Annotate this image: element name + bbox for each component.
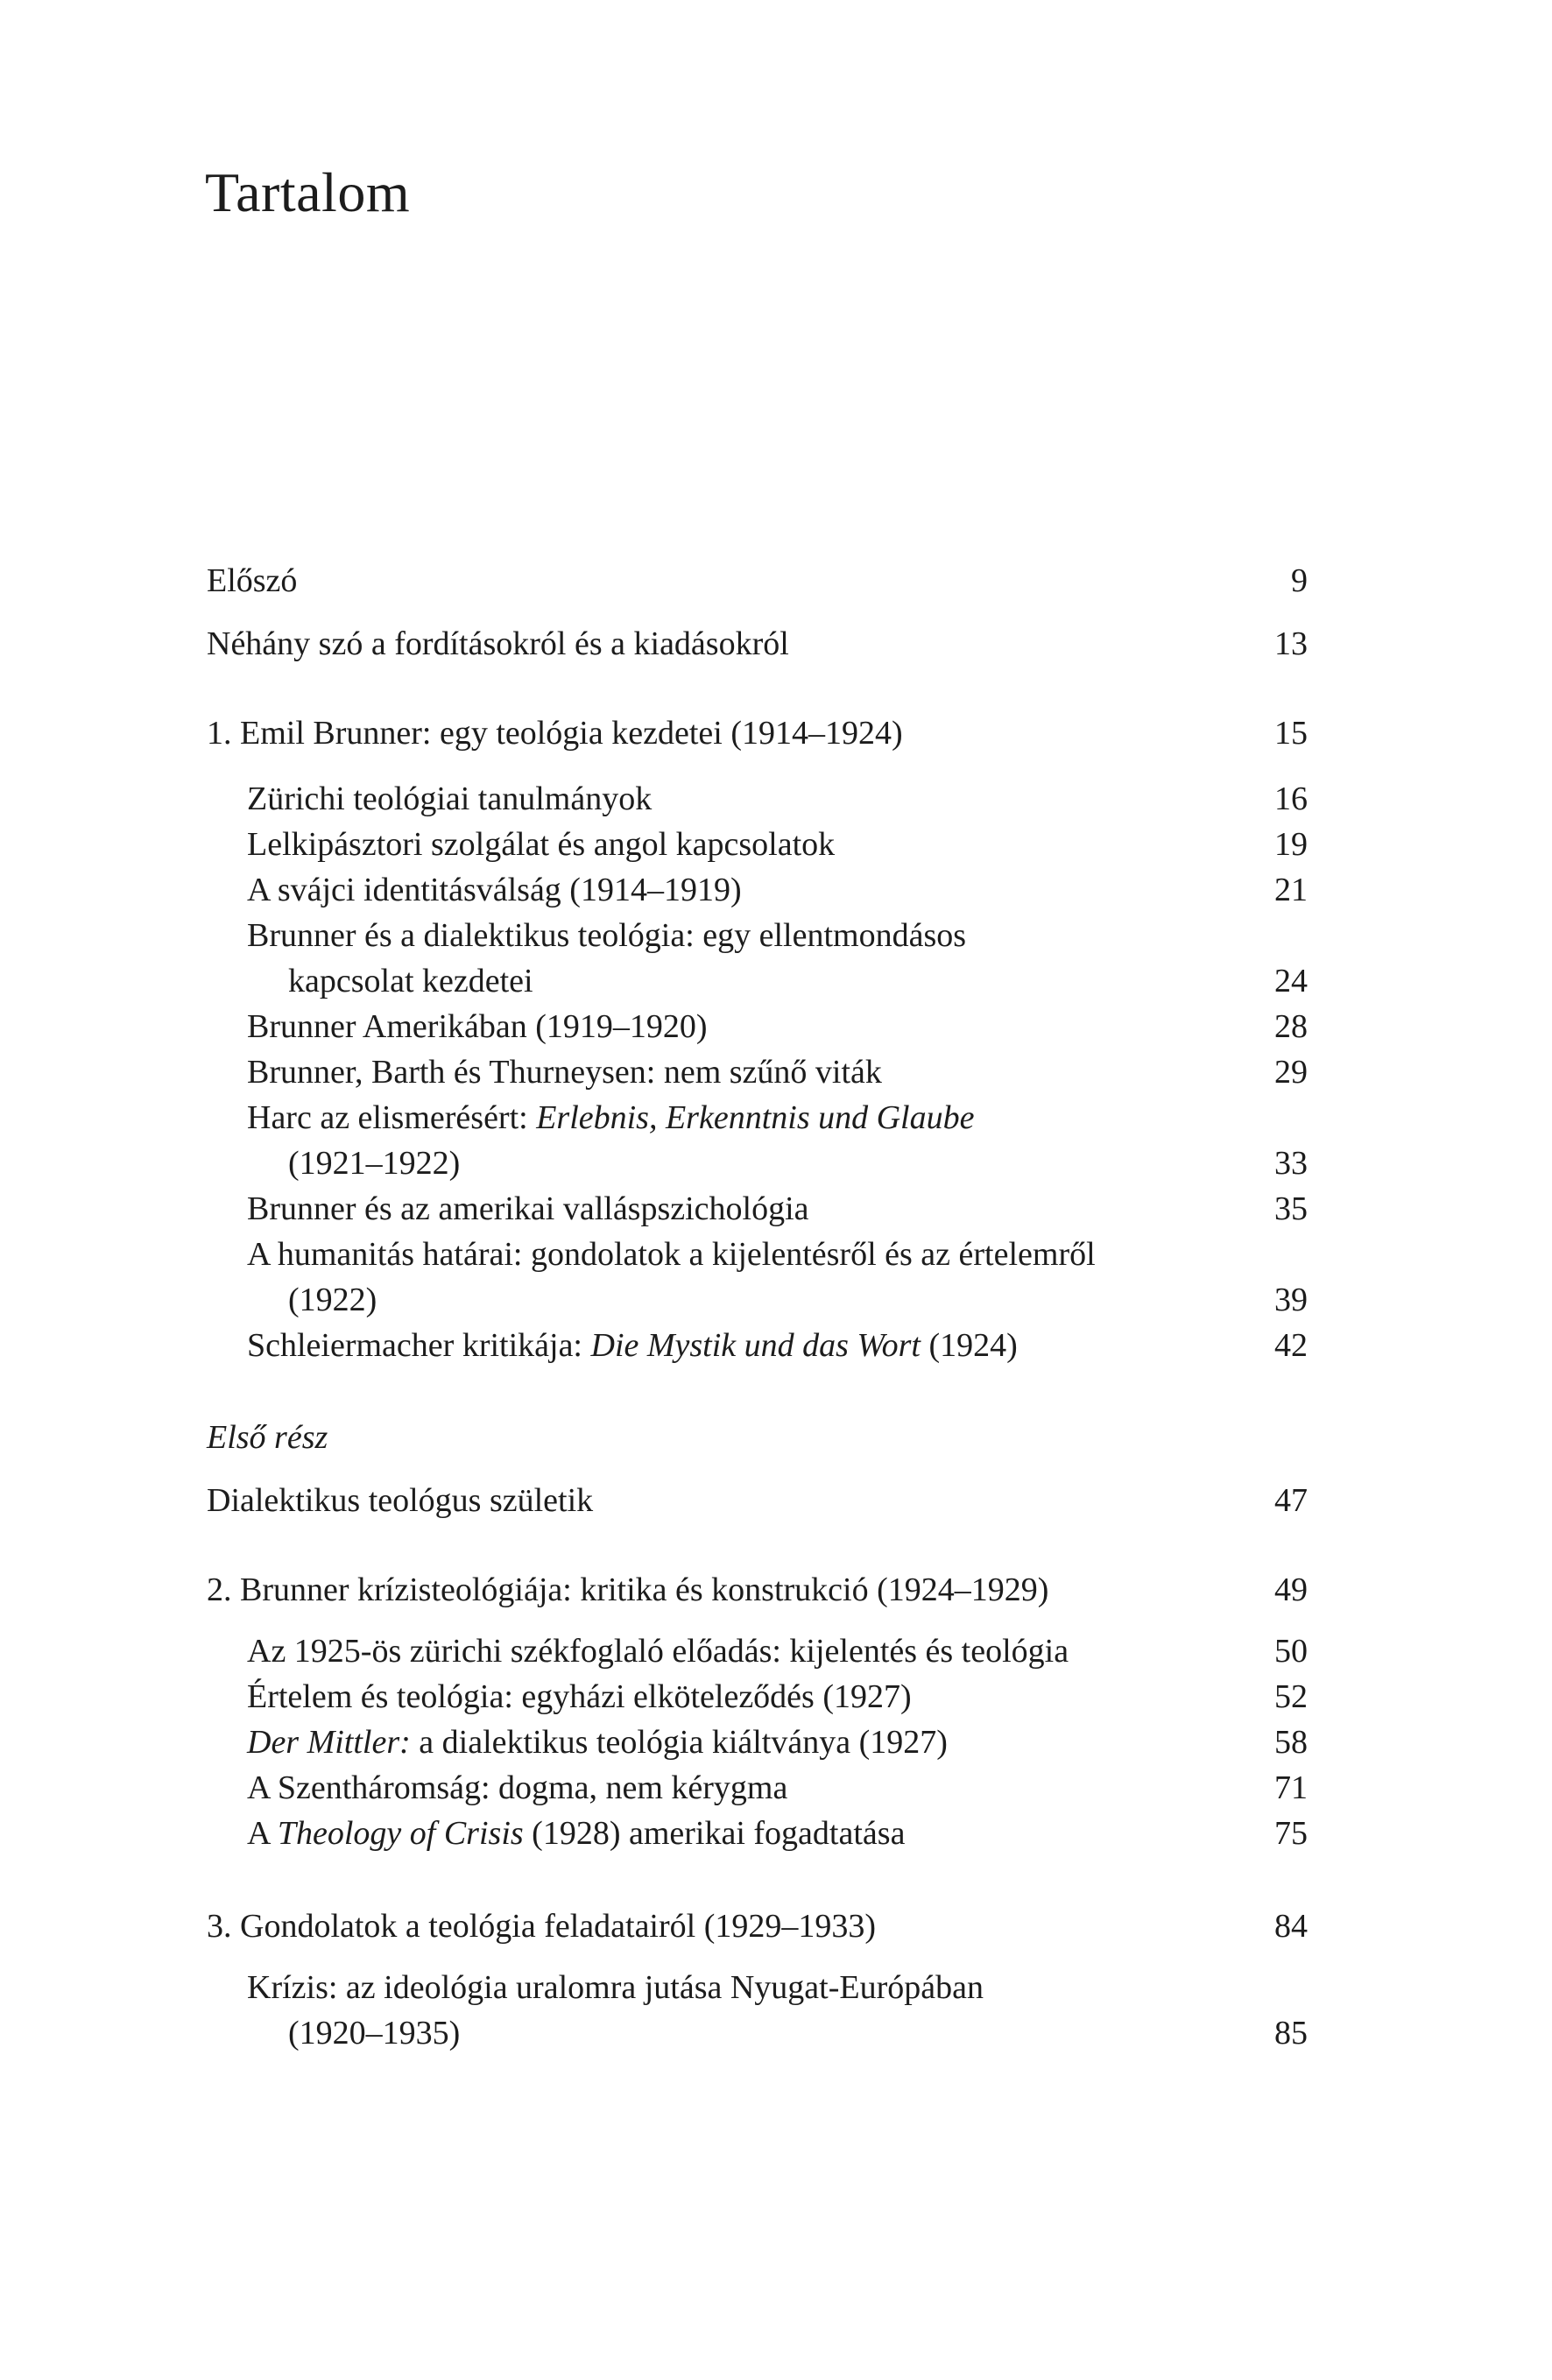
toc-page-number: 85 bbox=[1274, 2015, 1308, 2052]
toc-entry-title bbox=[247, 1720, 948, 1764]
toc-entry-title: Az 1925-ös zürichi székfoglaló előadás: kijelentés és teológia bbox=[247, 1633, 1069, 1670]
toc-section[interactable] bbox=[0, 1005, 1552, 1049]
toc-section[interactable] bbox=[0, 1966, 1552, 2009]
toc-section[interactable] bbox=[0, 1096, 1552, 1140]
toc-page-number: 52 bbox=[1274, 1678, 1308, 1715]
toc-section-continuation[interactable] bbox=[0, 1141, 1552, 1185]
toc-page-number: 71 bbox=[1274, 1769, 1308, 1806]
toc-entry-title-continued: (1922) bbox=[288, 1282, 377, 1318]
toc-entry-title: A Szentháromság: dogma, nem kérygma bbox=[247, 1769, 788, 1806]
toc-entry-suffix: (1928) amerikai fogadtatása bbox=[523, 1815, 906, 1852]
toc-entry-title: Előszó bbox=[207, 562, 298, 599]
toc-page-number: 75 bbox=[1274, 1815, 1308, 1852]
toc-page-number: 28 bbox=[1274, 1008, 1308, 1045]
toc-entry-title: 2. Brunner krízisteológiája: kritika és konstrukció (1924–1929) bbox=[207, 1571, 1049, 1608]
toc-entry-title: Értelem és teológia: egyházi elköteleződés (1927) bbox=[247, 1678, 912, 1715]
toc-entry-title: Brunner, Barth és Thurneysen: nem szűnő viták bbox=[247, 1054, 882, 1091]
toc-page-number: 19 bbox=[1274, 826, 1308, 863]
toc-page-number: 21 bbox=[1274, 872, 1308, 908]
toc-section[interactable] bbox=[0, 868, 1552, 912]
toc-entry-title-continued: kapcsolat kezdetei bbox=[288, 963, 533, 999]
toc-entry-title bbox=[247, 1096, 974, 1140]
toc-entry-title: A humanitás határai: gondolatok a kijelentésről és az értelemről bbox=[247, 1236, 1096, 1273]
toc-section[interactable] bbox=[0, 1811, 1552, 1855]
toc-entry-title: Lelkipásztori szolgálat és angol kapcsolatok bbox=[247, 826, 836, 863]
toc-chapter-3[interactable] bbox=[0, 1904, 1552, 1948]
toc-entry-suffix: (1924) bbox=[920, 1327, 1018, 1364]
toc-work-title: Theology of Crisis bbox=[277, 1815, 524, 1852]
toc-entry-prefix: A bbox=[247, 1815, 278, 1852]
toc-entry-title: Brunner és a dialektikus teológia: egy ellentmondásos bbox=[247, 917, 967, 954]
toc-entry-suffix: a dialektikus teológia kiáltványa (1927) bbox=[410, 1724, 948, 1761]
toc-page-number: 33 bbox=[1274, 1145, 1308, 1182]
toc-section-continuation[interactable] bbox=[0, 1278, 1552, 1322]
toc-work-title: Der Mittler: bbox=[247, 1724, 411, 1761]
toc-section[interactable] bbox=[0, 1232, 1552, 1276]
toc-entry-title: A svájci identitásválság (1914–1919) bbox=[247, 872, 742, 908]
part-label-text: Első rész bbox=[207, 1419, 328, 1456]
toc-part-label bbox=[0, 1416, 1552, 1459]
toc-entry-title-continued: (1920–1935) bbox=[288, 2015, 461, 2052]
toc-section[interactable] bbox=[0, 823, 1552, 866]
toc-section[interactable] bbox=[0, 1324, 1552, 1367]
toc-entry-translations[interactable] bbox=[0, 622, 1552, 666]
toc-section[interactable] bbox=[0, 1050, 1552, 1094]
toc-section[interactable] bbox=[0, 1675, 1552, 1719]
toc-page-number: 47 bbox=[1274, 1482, 1308, 1519]
toc-entry-foreword[interactable] bbox=[0, 559, 1552, 603]
toc-entry-title: 1. Emil Brunner: egy teológia kezdetei (1914–1924) bbox=[207, 715, 903, 752]
toc-section[interactable] bbox=[0, 914, 1552, 957]
toc-page-number: 9 bbox=[1291, 562, 1308, 599]
toc-entry-title: Brunner és az amerikai valláspszichológia bbox=[247, 1190, 809, 1227]
toc-entry-title bbox=[247, 1324, 1018, 1367]
toc-page-number: 24 bbox=[1274, 963, 1308, 999]
toc-page-number: 42 bbox=[1274, 1327, 1308, 1364]
toc-entry-prefix: Schleiermacher kritikája: bbox=[247, 1327, 591, 1364]
toc-page-number: 13 bbox=[1274, 625, 1308, 662]
toc-page-number: 39 bbox=[1274, 1282, 1308, 1318]
toc-page-number: 35 bbox=[1274, 1190, 1308, 1227]
toc-entry-title: 3. Gondolatok a teológia feladatairól (1929–1933) bbox=[207, 1908, 877, 1945]
toc-page-number: 50 bbox=[1274, 1633, 1308, 1670]
toc-section[interactable] bbox=[0, 1187, 1552, 1231]
toc-entry-prefix: Harc az elismerésért: bbox=[247, 1099, 537, 1136]
toc-entry-title: Zürichi teológiai tanulmányok bbox=[247, 780, 653, 817]
toc-chapter-1[interactable] bbox=[0, 711, 1552, 755]
toc-chapter-2[interactable] bbox=[0, 1568, 1552, 1612]
toc-section[interactable] bbox=[0, 777, 1552, 821]
toc-entry-title: Néhány szó a fordításokról és a kiadásokról bbox=[207, 625, 789, 662]
page-title: Tartalom bbox=[205, 161, 411, 223]
toc-section[interactable] bbox=[0, 1766, 1552, 1810]
toc-entry-title: Krízis: az ideológia uralomra jutása Nyugat-Európában bbox=[247, 1969, 984, 2006]
toc-page-number: 49 bbox=[1274, 1571, 1308, 1608]
toc-entry-title bbox=[247, 1811, 905, 1855]
toc-work-title: Erlebnis, Erkenntnis und Glaube bbox=[536, 1099, 975, 1136]
toc-section-continuation[interactable] bbox=[0, 959, 1552, 1003]
toc-page-number: 58 bbox=[1274, 1724, 1308, 1761]
toc-part-1[interactable] bbox=[0, 1479, 1552, 1522]
toc-section[interactable] bbox=[0, 1720, 1552, 1764]
toc-page-number: 84 bbox=[1274, 1908, 1308, 1945]
toc-section-continuation[interactable] bbox=[0, 2011, 1552, 2055]
toc-entry-title: Dialektikus teológus születik bbox=[207, 1482, 594, 1519]
toc-work-title: Die Mystik und das Wort bbox=[590, 1327, 921, 1364]
toc-entry-title: Brunner Amerikában (1919–1920) bbox=[247, 1008, 708, 1045]
toc-section[interactable] bbox=[0, 1629, 1552, 1673]
toc-page-number: 29 bbox=[1274, 1054, 1308, 1091]
toc-page-number: 16 bbox=[1274, 780, 1308, 817]
toc-entry-title-continued: (1921–1922) bbox=[288, 1145, 461, 1182]
toc-page-number: 15 bbox=[1274, 715, 1308, 752]
